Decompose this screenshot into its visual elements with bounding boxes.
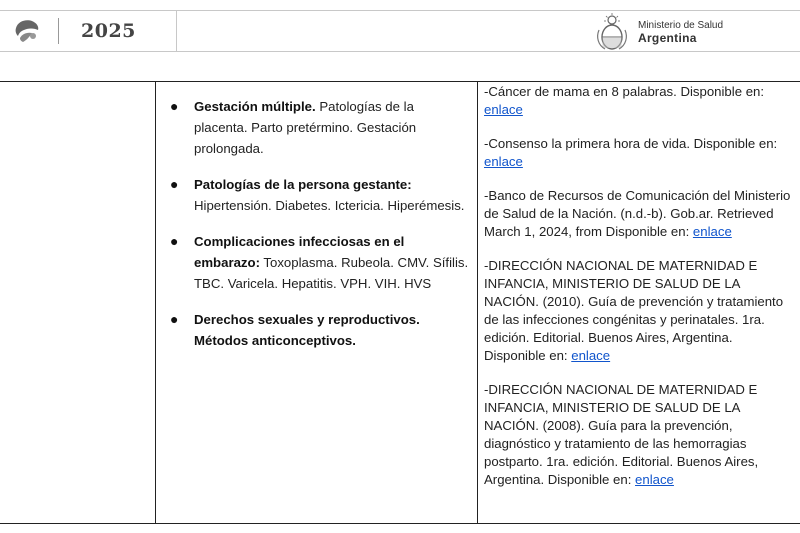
- list-item: [170, 309, 471, 351]
- bullet-icon: ●: [170, 311, 179, 327]
- topic-title: Patologías de la persona gestante:: [194, 177, 412, 192]
- topic-title: Gestación múltiple.: [194, 99, 316, 114]
- bullet-icon: ●: [170, 98, 179, 114]
- content-table: [0, 81, 800, 524]
- topic-text: Patologías de la placenta. Parto pretérmino. Gestación prolongada.: [194, 99, 417, 156]
- empty-cell: [0, 82, 156, 524]
- reference-text: -DIRECCIÓN NACIONAL DE MATERNIDAD E INFANCIA, MINISTERIO DE SALUD DE LA NACIÓN. (2010). Guía de prevención y tratamiento de las infecciones congénitas y perinatales. 1ra. edición. Editorial. Buenos Aires, Argentina. Disponible en:: [484, 258, 784, 363]
- bullet-icon: ●: [170, 233, 179, 249]
- topics-cell: [156, 82, 478, 524]
- abstract-figure-logo-icon: [12, 16, 42, 46]
- topic-text: Hipertensión. Diabetes. Ictericia. Hiperémesis.: [194, 198, 465, 213]
- topic-title: Derechos sexuales y reproductivos. Métodos anticonceptivos.: [194, 312, 420, 348]
- topic-title: Complicaciones infecciosas en el embarazo:: [194, 234, 405, 270]
- list-item: [170, 174, 471, 216]
- logo: [0, 11, 54, 51]
- list-item: [170, 231, 471, 294]
- list-item: [170, 96, 471, 159]
- reference-item: [484, 135, 791, 171]
- argentina-coat-of-arms-icon: [592, 12, 632, 52]
- reference-link[interactable]: enlace: [484, 154, 523, 169]
- ministry-country: Argentina: [638, 31, 697, 45]
- reference-item: [484, 187, 791, 241]
- bullet-icon: ●: [170, 176, 179, 192]
- reference-text: -DIRECCIÓN NACIONAL DE MATERNIDAD E INFANCIA, MINISTERIO DE SALUD DE LA NACIÓN. (2008). Guía para la prevención, diagnóstico y tratamiento de las hemorragias postparto. 1ra. edición. Editorial. Buenos Aires, Argentina. Disponible en:: [484, 382, 759, 487]
- reference-text: -Consenso la primera hora de vida. Disponible en:: [484, 136, 778, 151]
- reference-link[interactable]: enlace: [571, 348, 611, 363]
- ministry-name: Ministerio de Salud: [638, 20, 724, 31]
- reference-link[interactable]: enlace: [692, 224, 732, 239]
- references-cell: [478, 82, 800, 524]
- reference-item: [484, 381, 791, 489]
- document-header: [0, 10, 800, 52]
- header-year: 2025: [59, 11, 177, 51]
- reference-item: [484, 83, 791, 119]
- topic-text: Toxoplasma. Rubeola. CMV. Sífilis. TBC. Varicela. Hepatitis. VPH. VIH. HVS: [194, 255, 469, 291]
- reference-text: -Banco de Recursos de Comunicación del Ministerio de Salud de la Nación. (n.d.-b). Gob.ar. Retrieved March 1, 2024, from Disponible en:: [484, 188, 791, 239]
- reference-link[interactable]: enlace: [635, 472, 674, 487]
- table-row: [0, 82, 800, 524]
- reference-link[interactable]: enlace: [484, 102, 523, 117]
- reference-item: [484, 257, 791, 365]
- reference-text: -Cáncer de mama en 8 palabras. Disponible en:: [484, 84, 765, 99]
- ministry-branding: [592, 11, 723, 53]
